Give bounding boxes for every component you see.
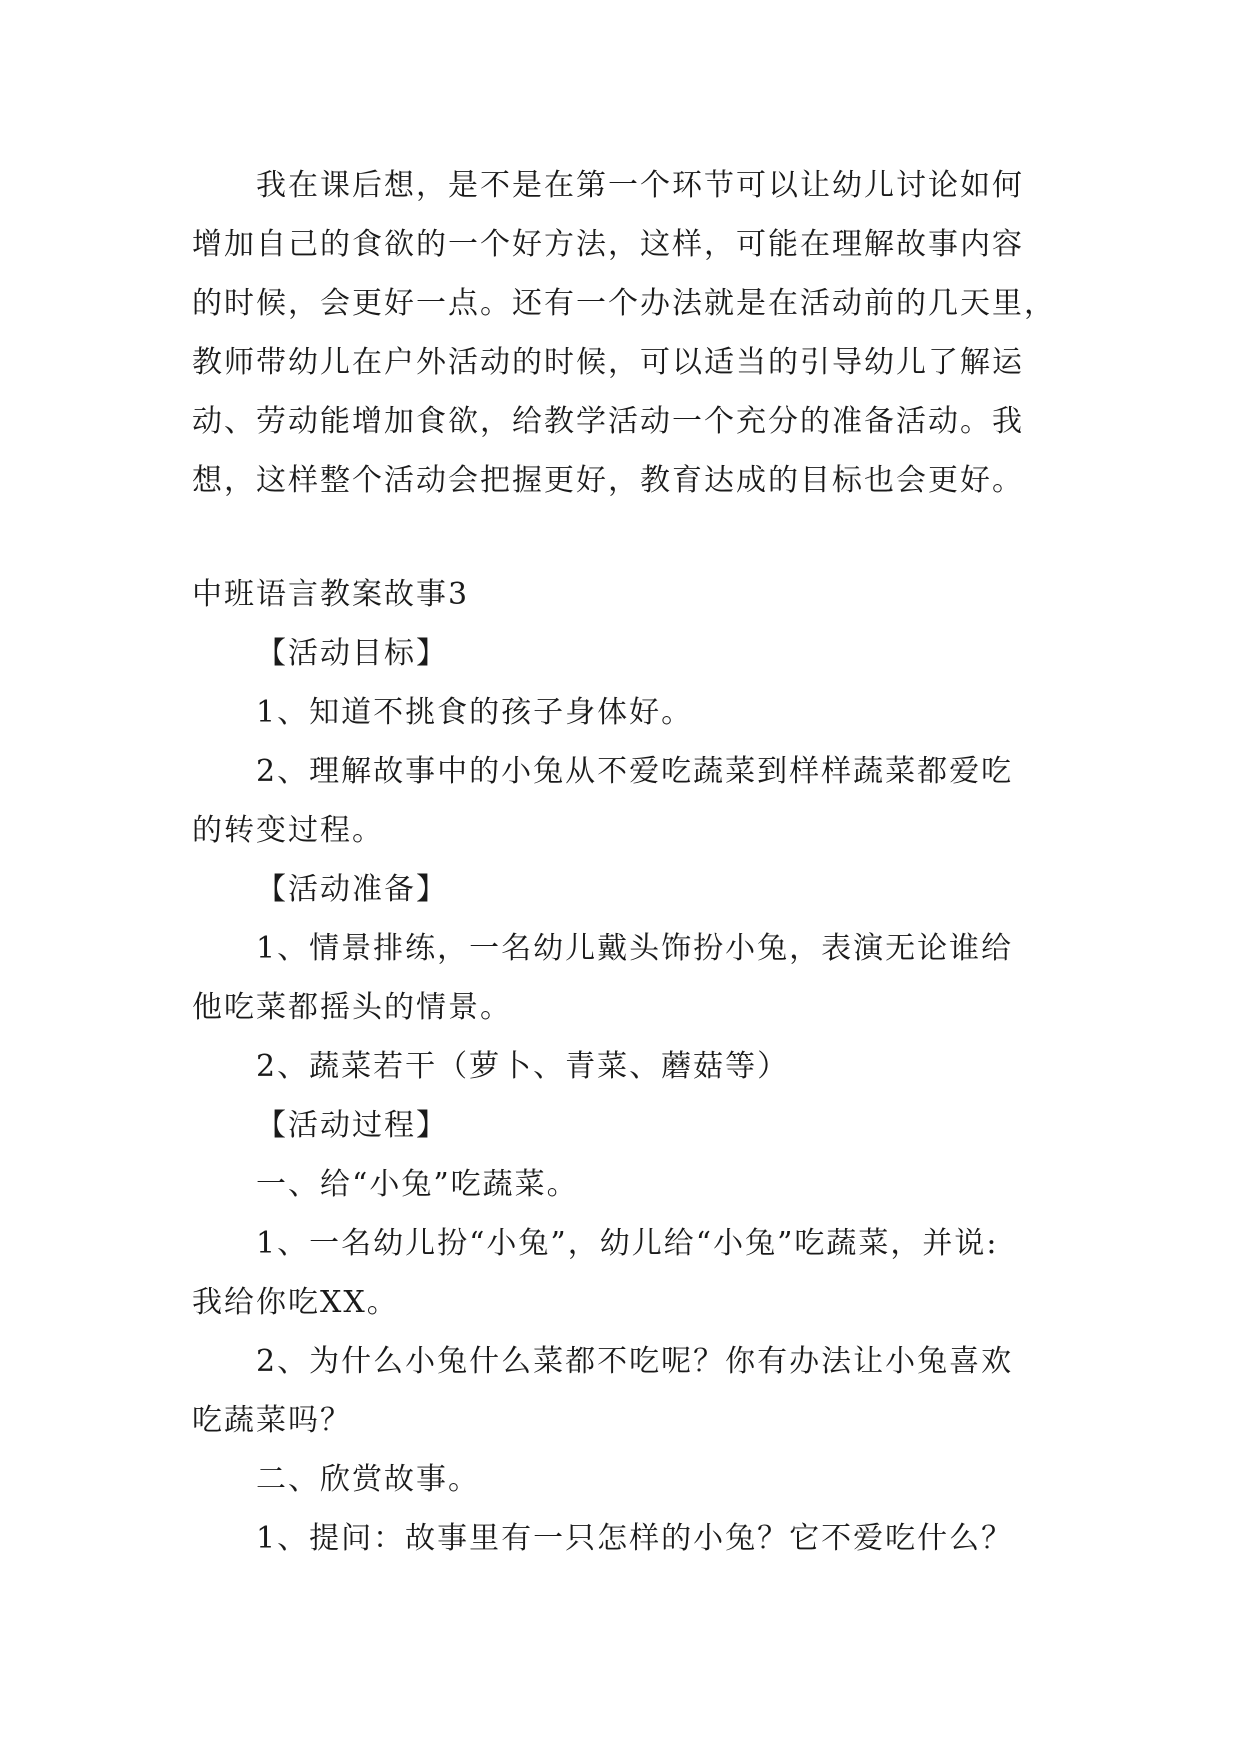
prep-heading: 【活动准备】	[256, 872, 448, 907]
section-title: 中班语言教案故事3	[192, 577, 470, 612]
step-item-continuation: 我给你吃XX。	[192, 1285, 399, 1320]
step-heading: 二、欣赏故事。	[256, 1462, 480, 1497]
paragraph-line: 增加自己的食欲的一个好方法，这样，可能在理解故事内容	[192, 227, 1024, 262]
goal-item: 2、理解故事中的小兔从不爱吃蔬菜到样样蔬菜都爱吃	[256, 754, 1014, 789]
step-item: 1、提问：故事里有一只怎样的小兔？它不爱吃什么？	[256, 1521, 1014, 1556]
goal-item: 1、知道不挑食的孩子身体好。	[256, 695, 694, 730]
goals-heading: 【活动目标】	[256, 636, 448, 671]
goal-item-continuation: 的转变过程。	[192, 813, 384, 848]
paragraph-line: 想，这样整个活动会把握更好，教育达成的目标也会更好。	[192, 463, 1024, 498]
process-heading: 【活动过程】	[256, 1108, 448, 1143]
paragraph-line: 的时候，会更好一点。还有一个办法就是在活动前的几天里，	[192, 286, 1056, 321]
paragraph-line: 教师带幼儿在户外活动的时候，可以适当的引导幼儿了解运	[192, 345, 1024, 380]
step-item: 1、一名幼儿扮“小兔”，幼儿给“小兔”吃蔬菜，并说:	[256, 1226, 999, 1261]
document-page	[192, 156, 1056, 1568]
prep-item-continuation: 他吃菜都摇头的情景。	[192, 990, 512, 1025]
reflection-paragraph	[192, 156, 1056, 510]
prep-item: 2、蔬菜若干（萝卜、青菜、蘑菇等）	[256, 1049, 790, 1084]
step-item-continuation: 吃蔬菜吗？	[192, 1403, 352, 1438]
paragraph-line: 我在课后想，是不是在第一个环节可以让幼儿讨论如何	[256, 168, 1024, 203]
paragraph-line: 动、劳动能增加食欲，给教学活动一个充分的准备活动。我	[192, 404, 1024, 439]
step-heading: 一、给“小兔”吃蔬菜。	[256, 1167, 579, 1202]
step-item: 2、为什么小兔什么菜都不吃呢？你有办法让小兔喜欢	[256, 1344, 1014, 1379]
prep-item: 1、情景排练，一名幼儿戴头饰扮小兔，表演无论谁给	[256, 931, 1014, 966]
